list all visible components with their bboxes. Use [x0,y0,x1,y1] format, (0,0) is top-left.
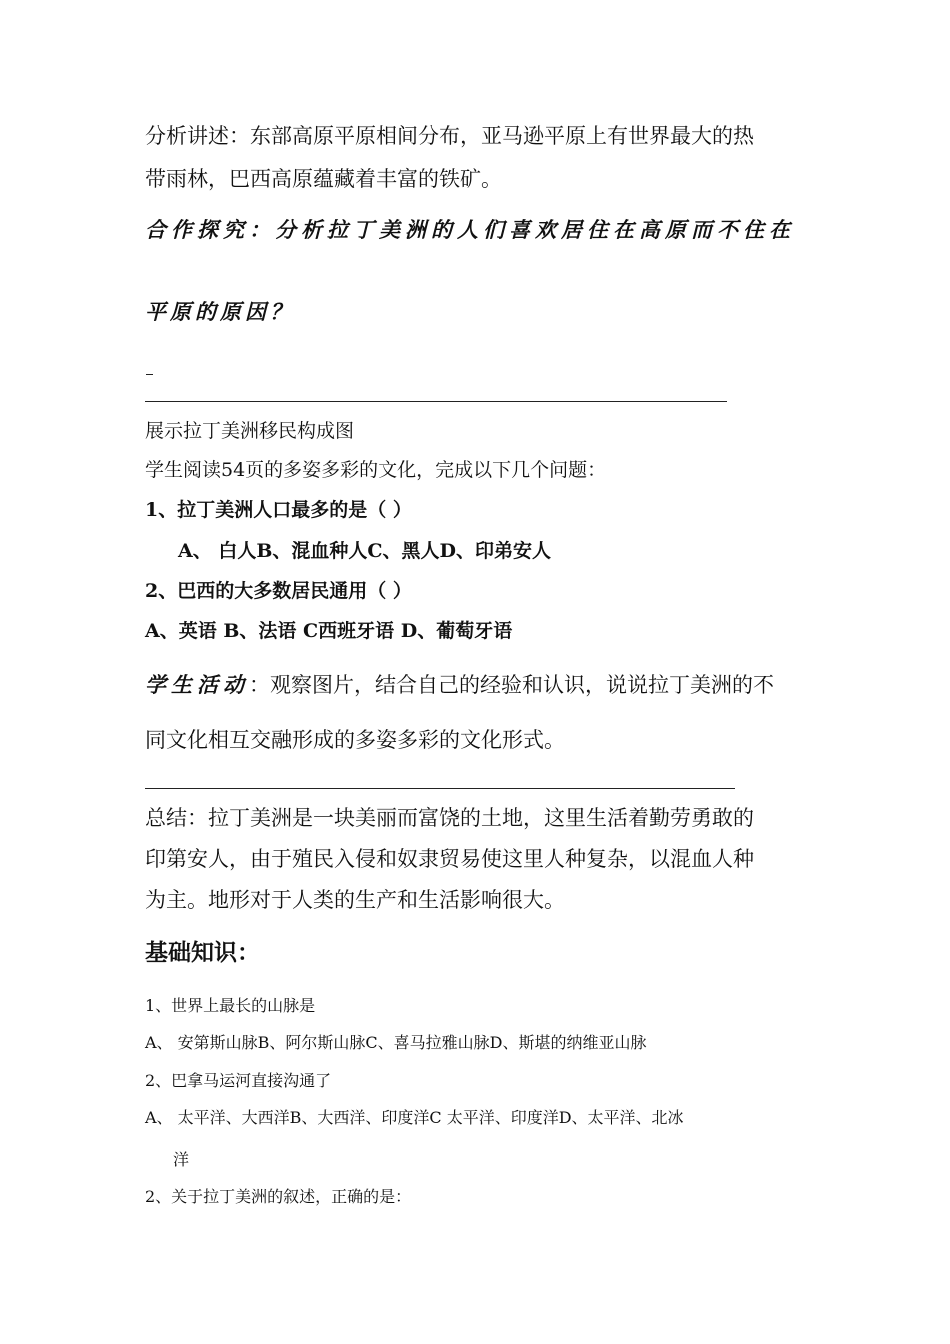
answer-line-1 [145,401,727,402]
basics-heading: 基础知识： [145,940,260,966]
cooperative-inquiry-line-2: 平原的原因？ [145,300,295,324]
cooperative-inquiry-line-1: 合作探究：分析拉丁美洲的人们喜欢居住在高原而不住在 [145,218,795,242]
student-activity-label: 学生活动 [145,673,249,697]
question-1-stem: 1、拉丁美洲人口最多的是（ ） [145,499,412,521]
question-2-options: A、英语 B、法语 C西班牙语 D、葡萄牙语 [145,620,513,642]
question-2-stem: 2、巴西的大多数居民通用（ ） [145,580,412,602]
basic-question-2-options-line-2: 洋 [173,1150,190,1169]
summary-line-3: 为主。地形对于人类的生产和生活影响很大。 [145,888,565,912]
student-activity-line-2: 同文化相互交融形成的多姿多彩的文化形式。 [145,728,565,752]
basic-question-3-stem: 2、关于拉丁美洲的叙述，正确的是： [145,1187,412,1206]
answer-line-2 [145,788,735,789]
basic-question-2-options-line-1: A、 太平洋、大西洋B、大西洋、印度洋C 太平洋、印度洋D、太平洋、北冰 [145,1108,684,1127]
summary-line-2: 印第安人，由于殖民入侵和奴隶贸易使这里人种复杂，以混血人种 [145,847,754,871]
student-activity-text: ：观察图片，结合自己的经验和认识，说说拉丁美洲的不 [249,673,774,697]
basic-question-1-options: A、 安第斯山脉B、阿尔斯山脉C、喜马拉雅山脉D、斯堪的纳维亚山脉 [145,1033,647,1052]
student-activity-line-1 [145,675,774,696]
answer-blank-mark [146,374,153,375]
question-1-options: A、 白人B、混血种人C、黑人D、印弟安人 [178,540,552,562]
show-title: 展示拉丁美洲移民构成图 [145,420,355,442]
summary-line-1: 总结：拉丁美洲是一块美丽而富饶的土地，这里生活着勤劳勇敢的 [145,806,754,830]
basic-question-2-stem: 2、巴拿马运河直接沟通了 [145,1071,332,1090]
analysis-line-2: 带雨林，巴西高原蕴藏着丰富的铁矿。 [145,167,502,191]
basic-question-1-stem: 1、世界上最长的山脉是 [145,996,316,1015]
reading-instruction: 学生阅读54页的多姿多彩的文化，完成以下几个问题： [145,459,607,481]
analysis-line-1: 分析讲述：东部高原平原相间分布，亚马逊平原上有世界最大的热 [145,124,754,148]
